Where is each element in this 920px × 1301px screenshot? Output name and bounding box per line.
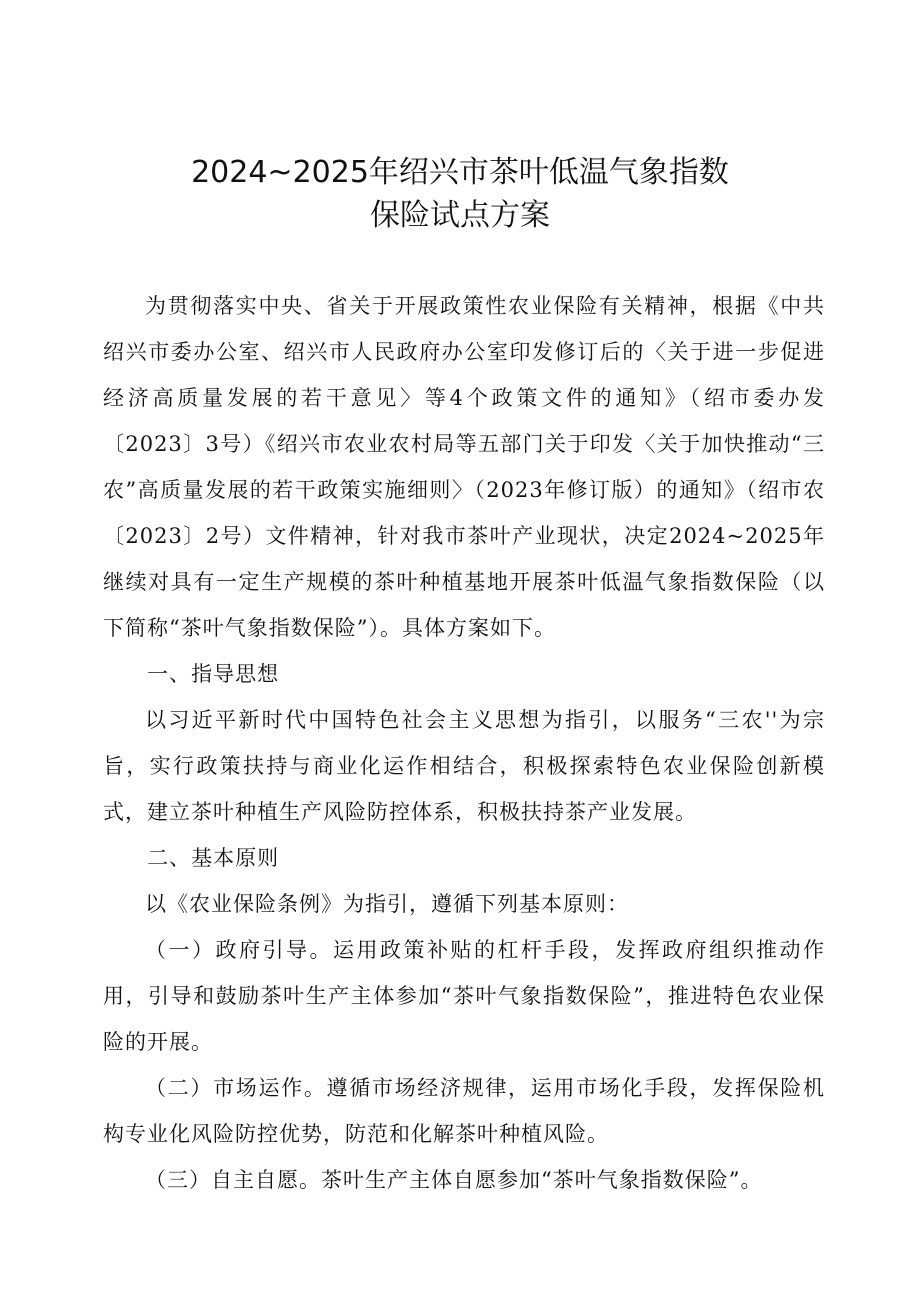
intro-paragraph: 为贯彻落实中央、省关于开展政策性农业保险有关精神，根据《中共绍兴市委办公室、绍兴市人民政府办公室印发修订后的〈关于进一步促进经济高质量发展的若干意见〉等4个政策文件的通知》（绍市委办发〔2023〕3号）《绍兴市农业农村局等五部门关于印发〈关于加快推动“三农”高质量发展的若干政策实施细则〉（2023年修订版）的通知》（绍市农〔2023〕2号）文件精神，针对我市茶叶产业现状，决定2024~2025年继续对具有一定生产规模的茶叶种植基地开展茶叶低温气象指数保险（以下简称“茶叶气象指数保险”）。具体方案如下。 [103, 294, 825, 640]
principle-government-guidance: （一）政府引导。运用政策补贴的杠杆手段，发挥政府组织推动作用，引导和鼓励茶叶生产主体参加“茶叶气象指数保险”，推进特色农业保险的开展。 [103, 938, 825, 1054]
section-heading-guiding-ideology: 一、指导思想 [147, 662, 280, 686]
document-title-line-1: 2024~2025年绍兴市茶叶低温气象指数 [191, 155, 729, 190]
document-title-line-2: 保险试点方案 [370, 198, 550, 233]
guiding-ideology-paragraph: 以习近平新时代中国特色社会主义思想为指引，以服务“三农''为宗旨，实行政策扶持与商业化运作相结合，积极探索特色农业保险创新模式，建立茶叶种植生产风险防控体系，积极扶持茶产业发展。 [103, 708, 825, 824]
principle-voluntary-participation: （三）自主自愿。茶叶生产主体自愿参加“茶叶气象指数保险”。 [145, 1168, 763, 1192]
basic-principles-intro: 以《农业保险条例》为指引，遵循下列基本原则： [145, 892, 629, 916]
principle-market-operation: （二）市场运作。遵循市场经济规律，运用市场化手段，发挥保险机构专业化风险防控优势，防范和化解茶叶种植风险。 [103, 1076, 825, 1146]
section-heading-basic-principles: 二、基本原则 [147, 846, 280, 870]
document-body [103, 283, 825, 1203]
